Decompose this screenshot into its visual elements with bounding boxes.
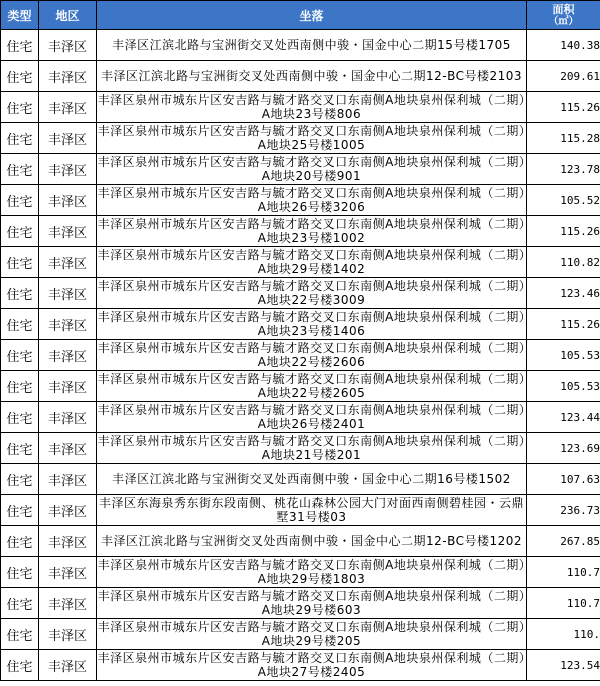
cell-area: 123.44 — [527, 402, 600, 433]
cell-area: 267.85 — [527, 526, 600, 557]
table-row — [1, 526, 600, 557]
cell-district: 丰泽区 — [39, 340, 97, 371]
cell-area: 115.28 — [527, 123, 600, 154]
cell-type: 住宅 — [1, 92, 39, 123]
cell-address: 丰泽区泉州市城东片区安吉路与毓才路交叉口东南侧A地块泉州保利城（二期）A地块27号楼2405 — [97, 651, 526, 679]
cell-address: 丰泽区泉州市城东片区安吉路与毓才路交叉口东南侧A地块泉州保利城（二期）A地块22号楼2606 — [97, 341, 526, 369]
cell-district: 丰泽区 — [39, 61, 97, 92]
cell-type: 住宅 — [1, 185, 39, 216]
cell-district: 丰泽区 — [39, 278, 97, 309]
cell-type: 住宅 — [1, 619, 39, 650]
table-row — [1, 371, 600, 402]
table-row — [1, 216, 600, 247]
cell-area: 236.73 — [527, 495, 600, 526]
cell-type: 住宅 — [1, 495, 39, 526]
cell-address: 丰泽区泉州市城东片区安吉路与毓才路交叉口东南侧A地块泉州保利城（二期）A地块29号楼603 — [97, 589, 526, 617]
cell-area: 115.26 — [527, 216, 600, 247]
header-area-label: 面积 — [552, 3, 575, 16]
cell-district: 丰泽区 — [39, 154, 97, 185]
cell-address: 丰泽区泉州市城东片区安吉路与毓才路交叉口东南侧A地块泉州保利城（二期）A地块23号楼1406 — [97, 310, 526, 338]
table-row — [1, 154, 600, 185]
cell-district: 丰泽区 — [39, 92, 97, 123]
cell-district: 丰泽区 — [39, 526, 97, 557]
cell-type: 住宅 — [1, 464, 39, 495]
cell-address: 丰泽区泉州市城东片区安吉路与毓才路交叉口东南侧A地块泉州保利城（二期）A地块26号楼3206 — [97, 186, 526, 214]
cell-district: 丰泽区 — [39, 433, 97, 464]
cell-type: 住宅 — [1, 340, 39, 371]
table-row — [1, 433, 600, 464]
cell-area: 110. — [527, 619, 600, 650]
table-row — [1, 309, 600, 340]
cell-address: 丰泽区泉州市城东片区安吉路与毓才路交叉口东南侧A地块泉州保利城（二期）A地块22号楼2605 — [97, 372, 526, 400]
cell-type: 住宅 — [1, 309, 39, 340]
cell-district: 丰泽区 — [39, 650, 97, 681]
table-header — [1, 1, 600, 30]
header-type: 类型 — [1, 1, 39, 30]
table-row — [1, 340, 600, 371]
table-row — [1, 464, 600, 495]
table-row — [1, 557, 600, 588]
cell-area: 105.53 — [527, 340, 600, 371]
cell-address: 丰泽区东海泉秀东街东段南侧、桃花山森林公园大门对面西南侧碧桂园・云鼎墅31号楼03 — [97, 495, 527, 526]
cell-area: 123.46 — [527, 278, 600, 309]
cell-address: 丰泽区江滨北路与宝洲街交叉处西南侧中骏・国金中心二期12-BC号楼1202 — [97, 526, 527, 557]
table-row — [1, 247, 600, 278]
cell-address: 丰泽区泉州市城东片区安吉路与毓才路交叉口东南侧A地块泉州保利城（二期）A地块25号楼1005 — [97, 124, 526, 152]
cell-address: 丰泽区泉州市城东片区安吉路与毓才路交叉口东南侧A地块泉州保利城（二期）A地块22号楼3009 — [97, 279, 526, 307]
cell-type: 住宅 — [1, 247, 39, 278]
cell-type: 住宅 — [1, 557, 39, 588]
cell-type: 住宅 — [1, 216, 39, 247]
cell-area: 209.61 — [527, 61, 600, 92]
cell-district: 丰泽区 — [39, 216, 97, 247]
table-row — [1, 588, 600, 619]
cell-area: 110.82 — [527, 247, 600, 278]
table-row — [1, 278, 600, 309]
header-area — [527, 1, 600, 30]
cell-area: 107.63 — [527, 464, 600, 495]
cell-type: 住宅 — [1, 278, 39, 309]
cell-district: 丰泽区 — [39, 495, 97, 526]
cell-district: 丰泽区 — [39, 247, 97, 278]
table-row — [1, 185, 600, 216]
cell-district: 丰泽区 — [39, 123, 97, 154]
cell-address: 丰泽区泉州市城东片区安吉路与毓才路交叉口东南侧A地块泉州保利城（二期）A地块26号楼2401 — [97, 403, 526, 431]
table-row — [1, 92, 600, 123]
cell-type: 住宅 — [1, 154, 39, 185]
cell-area: 105.52 — [527, 185, 600, 216]
cell-area: 115.26 — [527, 309, 600, 340]
cell-district: 丰泽区 — [39, 402, 97, 433]
cell-type: 住宅 — [1, 650, 39, 681]
table-row — [1, 402, 600, 433]
cell-address: 丰泽区泉州市城东片区安吉路与毓才路交叉口东南侧A地块泉州保利城（二期）A地块29号楼1803 — [97, 558, 526, 586]
cell-address: 丰泽区泉州市城东片区安吉路与毓才路交叉口东南侧A地块泉州保利城（二期）A地块20号楼901 — [97, 155, 526, 183]
table-row — [1, 619, 600, 650]
cell-area: 110.7 — [527, 557, 600, 588]
cell-type: 住宅 — [1, 371, 39, 402]
cell-type: 住宅 — [1, 402, 39, 433]
cell-type: 住宅 — [1, 588, 39, 619]
cell-area: 123.69 — [527, 433, 600, 464]
cell-address: 丰泽区泉州市城东片区安吉路与毓才路交叉口东南侧A地块泉州保利城（二期）A地块23号楼1002 — [97, 217, 526, 245]
table-row — [1, 495, 600, 526]
cell-district: 丰泽区 — [39, 309, 97, 340]
cell-area: 110.7 — [527, 588, 600, 619]
cell-district: 丰泽区 — [39, 557, 97, 588]
header-address: 坐落 — [97, 1, 527, 30]
cell-area: 115.26 — [527, 92, 600, 123]
table-row — [1, 30, 600, 61]
cell-address: 丰泽区泉州市城东片区安吉路与毓才路交叉口东南侧A地块泉州保利城（二期）A地块29号楼1402 — [97, 248, 526, 276]
cell-district: 丰泽区 — [39, 588, 97, 619]
cell-area: 105.53 — [527, 371, 600, 402]
cell-area: 140.38 — [527, 30, 600, 61]
cell-type: 住宅 — [1, 30, 39, 61]
cell-district: 丰泽区 — [39, 185, 97, 216]
header-row — [1, 1, 600, 30]
table-body — [1, 30, 600, 681]
table-row — [1, 61, 600, 92]
header-district: 地区 — [39, 1, 97, 30]
cell-type: 住宅 — [1, 123, 39, 154]
cell-type: 住宅 — [1, 526, 39, 557]
cell-type: 住宅 — [1, 61, 39, 92]
header-area-unit: （㎡） — [548, 16, 579, 27]
cell-area: 123.54 — [527, 650, 600, 681]
cell-type: 住宅 — [1, 433, 39, 464]
cell-address: 丰泽区江滨北路与宝洲街交叉处西南侧中骏・国金中心二期16号楼1502 — [97, 464, 527, 495]
cell-address: 丰泽区泉州市城东片区安吉路与毓才路交叉口东南侧A地块泉州保利城（二期）A地块29号楼205 — [97, 620, 526, 648]
cell-area: 123.78 — [527, 154, 600, 185]
cell-address: 丰泽区江滨北路与宝洲街交叉处西南侧中骏・国金中心二期15号楼1705 — [97, 30, 527, 61]
cell-district: 丰泽区 — [39, 464, 97, 495]
table-row — [1, 650, 600, 681]
cell-address: 丰泽区泉州市城东片区安吉路与毓才路交叉口东南侧A地块泉州保利城（二期）A地块21号楼201 — [97, 434, 526, 462]
cell-district: 丰泽区 — [39, 30, 97, 61]
table-row — [1, 123, 600, 154]
cell-district: 丰泽区 — [39, 371, 97, 402]
cell-address: 丰泽区泉州市城东片区安吉路与毓才路交叉口东南侧A地块泉州保利城（二期）A地块23号楼806 — [97, 93, 526, 121]
cell-district: 丰泽区 — [39, 619, 97, 650]
cell-address: 丰泽区江滨北路与宝洲街交叉处西南侧中骏・国金中心二期12-BC号楼2103 — [97, 61, 527, 92]
